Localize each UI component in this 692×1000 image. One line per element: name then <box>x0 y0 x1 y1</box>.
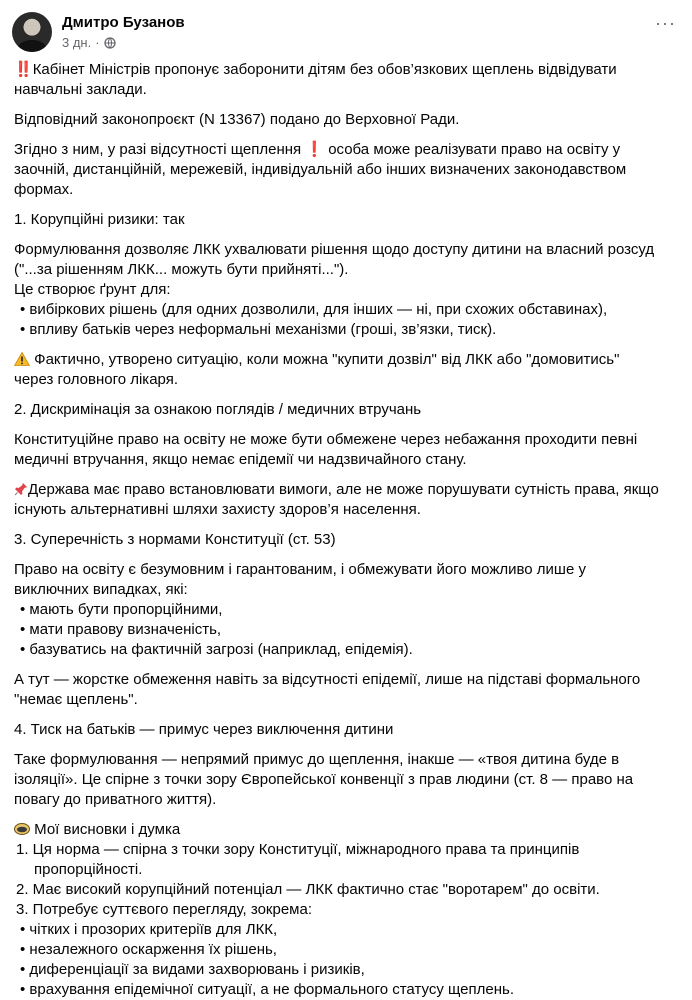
list-item: • мати правову визначеність, <box>20 621 222 638</box>
list-item: 1. Ця норма — спірна з точки зору Конституції, міжнародного права та принципів <box>16 841 580 858</box>
author-name[interactable]: Дмитро Бузанов <box>62 14 185 31</box>
list-item: 3. Потребує суттєвого перегляду, зокрема: <box>16 901 313 918</box>
more-options-icon[interactable]: ··· <box>655 13 676 33</box>
text-line: медичні втручання, якщо немає епідемії чи надзвичайного стану. <box>14 451 467 468</box>
text-line: Формулювання дозволяє ЛКК ухвалювати рішення щодо доступу дитини на власний розсуд <box>14 241 655 258</box>
text-line: повагу до приватного життя). <box>14 791 217 808</box>
post-meta <box>62 35 116 50</box>
list-item: • чітких і прозорих критеріїв для ЛКК, <box>20 921 278 938</box>
text-line: Відповідний законопроєкт (N 13367) подано до Верховної Ради. <box>14 111 460 128</box>
list-item: • врахування епідемічної ситуації, а не формального статусу щеплень. <box>20 981 514 998</box>
section-heading: 2. Дискримінація за ознакою поглядів / медичних втручань <box>14 401 422 418</box>
warning-icon <box>14 352 30 366</box>
avatar[interactable] <box>12 12 52 52</box>
text-line: Конституційне право на освіту не може бути обмежене через небажання проходити певні <box>14 431 638 448</box>
section-heading: 1. Корупційні ризики: так <box>14 211 185 228</box>
text-line: "немає щеплень". <box>14 691 138 708</box>
text-line: Держава має право встановлювати вимоги, але не може порушувати сутність права, якщо <box>14 480 680 500</box>
double-exclamation-icon: ‼️ <box>14 61 33 78</box>
pin-icon <box>14 482 28 496</box>
post-text <box>14 60 680 1000</box>
list-item: 2. Має високий корупційний потенціал — ЛКК фактично стає "воротарем" до освіти. <box>16 881 600 898</box>
section-heading: 4. Тиск на батьків — примус через виключення дитини <box>14 721 394 738</box>
post-time[interactable]: 3 дн. <box>62 35 92 50</box>
post-header <box>12 10 680 54</box>
brain-icon <box>14 823 30 835</box>
section-heading: 3. Суперечність з нормами Конституції (ст. 53) <box>14 531 336 548</box>
text-line: через головного лікаря. <box>14 371 179 388</box>
list-item: • диференціації за видами захворювань і ризиків, <box>20 961 365 978</box>
list-item: • вибіркових рішень (для одних дозволили, для інших — ні, при схожих обставинах), <box>20 301 608 318</box>
text-line: формах. <box>14 181 74 198</box>
list-item: • мають бути пропорційними, <box>20 601 223 618</box>
meta-separator: · <box>95 35 100 50</box>
list-item: • базуватись на фактичній загрозі (наприклад, епідемія). <box>20 641 413 658</box>
text-line: ізоляції». Це спірне з точки зору Європейської конвенції з прав людини (ст. 8 — право на <box>14 771 634 788</box>
globe-icon <box>104 37 116 49</box>
text-line: навчальні заклади. <box>14 81 147 98</box>
list-item: • впливу батьків через неформальні механізми (гроші, зв’язки, тиск). <box>20 321 497 338</box>
text-line: заочній, дистанційній, мережевій, індивідуальній або інших визначених законодавством <box>14 161 627 178</box>
list-item: • незалежного оскарження їх рішень, <box>20 941 277 958</box>
text-line: ("...за рішенням ЛКК... можуть бути прийняті..."). <box>14 261 349 278</box>
text-line: Таке формулювання — непрямий примус до щеплення, інакше — «твоя дитина буде в <box>14 751 620 768</box>
section-heading: Мої висновки і думка <box>14 820 680 840</box>
text-line: А тут — жорстке обмеження навіть за відсутності епідемії, лише на підставі формального <box>14 671 641 688</box>
list-item-continued: пропорційності. <box>34 861 143 878</box>
text-line: Фактично, утворено ситуацію, коли можна "купити дозвіл" від ЛКК або "домовитись" <box>14 350 680 370</box>
text-line: ‼️Кабінет Міністрів пропонує заборонити дітям без обов’язкових щеплень відвідувати <box>14 61 617 78</box>
text-line: виключних випадках, які: <box>14 581 188 598</box>
text-line: Згідно з ним, у разі відсутності щеплення ❗ особа може реалізувати право на освіту у <box>14 141 621 158</box>
text-line: існують альтернативні шляхи захисту здоров’я населення. <box>14 501 421 518</box>
text-line: Право на освіту є безумовним і гарантованим, і обмежувати його можливо лише у <box>14 561 586 578</box>
text-line: Це створює ґрунт для: <box>14 281 171 298</box>
exclamation-icon: ❗ <box>305 141 325 158</box>
